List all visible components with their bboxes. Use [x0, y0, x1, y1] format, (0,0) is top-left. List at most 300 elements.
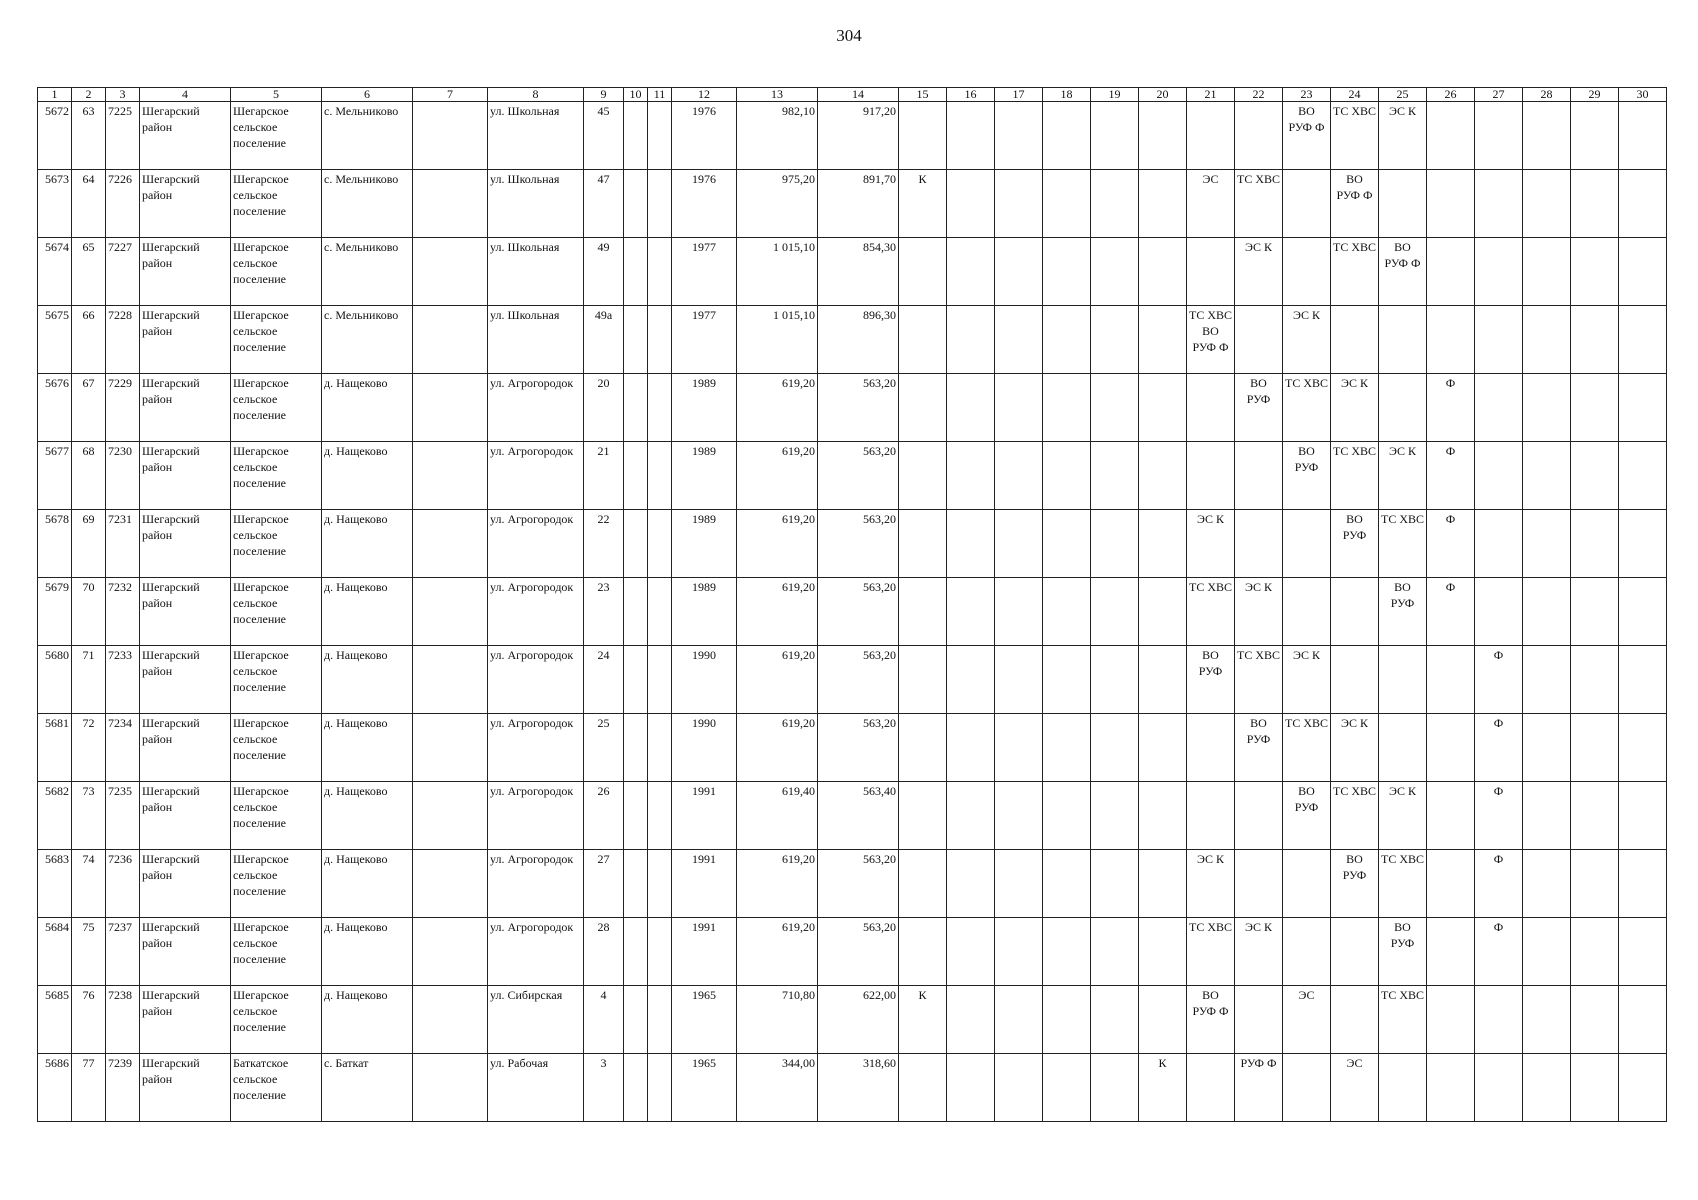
table-row: [38, 510, 1667, 578]
cell-col-12: 1965: [672, 986, 737, 1054]
cell-col-16: [947, 782, 995, 850]
header-row: [38, 88, 1667, 102]
cell-col-6: д. Нащеково: [322, 578, 413, 646]
cell-col-29: [1571, 986, 1619, 1054]
cell-col-10: [624, 782, 648, 850]
cell-col-26: Ф: [1427, 510, 1475, 578]
cell-col-26: [1427, 782, 1475, 850]
cell-col-7: [413, 374, 488, 442]
cell-col-28: [1523, 782, 1571, 850]
cell-col-5: Шегарское сельское поселение: [231, 170, 322, 238]
cell-col-29: [1571, 238, 1619, 306]
cell-col-17: [995, 986, 1043, 1054]
cell-col-5: Шегарское сельское поселение: [231, 646, 322, 714]
cell-col-19: [1091, 170, 1139, 238]
cell-col-9: 25: [584, 714, 624, 782]
cell-col-2: 74: [72, 850, 106, 918]
cell-col-4: Шегарский район: [140, 1054, 231, 1122]
cell-col-8: ул. Агрогородок: [488, 714, 584, 782]
cell-col-28: [1523, 306, 1571, 374]
cell-col-8: ул. Агрогородок: [488, 850, 584, 918]
cell-col-11: [648, 102, 672, 170]
table-row: [38, 850, 1667, 918]
cell-col-17: [995, 850, 1043, 918]
cell-col-23: [1283, 578, 1331, 646]
cell-col-16: [947, 374, 995, 442]
cell-col-11: [648, 850, 672, 918]
cell-col-13: 1 015,10: [737, 238, 818, 306]
cell-col-1: 5676: [38, 374, 72, 442]
cell-col-18: [1043, 918, 1091, 986]
cell-col-20: [1139, 102, 1187, 170]
cell-col-23: [1283, 170, 1331, 238]
cell-col-23: ЭС К: [1283, 646, 1331, 714]
cell-col-16: [947, 510, 995, 578]
cell-col-29: [1571, 442, 1619, 510]
cell-col-29: [1571, 714, 1619, 782]
cell-col-6: с. Мельниково: [322, 306, 413, 374]
cell-col-24: [1331, 578, 1379, 646]
column-header-21: 21: [1187, 88, 1235, 102]
cell-col-3: 7239: [106, 1054, 140, 1122]
table-row: [38, 782, 1667, 850]
cell-col-9: 23: [584, 578, 624, 646]
cell-col-25: ТС ХВС: [1379, 510, 1427, 578]
cell-col-3: 7235: [106, 782, 140, 850]
cell-col-14: 891,70: [818, 170, 899, 238]
cell-col-10: [624, 374, 648, 442]
cell-col-20: [1139, 782, 1187, 850]
cell-col-2: 70: [72, 578, 106, 646]
cell-col-30: [1619, 238, 1667, 306]
cell-col-5: Шегарское сельское поселение: [231, 238, 322, 306]
cell-col-13: 619,20: [737, 646, 818, 714]
cell-col-15: [899, 510, 947, 578]
cell-col-30: [1619, 102, 1667, 170]
cell-col-10: [624, 170, 648, 238]
cell-col-11: [648, 782, 672, 850]
cell-col-5: Шегарское сельское поселение: [231, 374, 322, 442]
cell-col-16: [947, 986, 995, 1054]
column-header-22: 22: [1235, 88, 1283, 102]
cell-col-11: [648, 170, 672, 238]
cell-col-3: 7236: [106, 850, 140, 918]
cell-col-10: [624, 306, 648, 374]
cell-col-13: 1 015,10: [737, 306, 818, 374]
cell-col-18: [1043, 374, 1091, 442]
cell-col-19: [1091, 986, 1139, 1054]
cell-col-28: [1523, 442, 1571, 510]
cell-col-22: РУФ Ф: [1235, 1054, 1283, 1122]
cell-col-17: [995, 170, 1043, 238]
cell-col-4: Шегарский район: [140, 510, 231, 578]
cell-col-21: ВО РУФ Ф: [1187, 986, 1235, 1054]
cell-col-16: [947, 714, 995, 782]
cell-col-21: [1187, 782, 1235, 850]
cell-col-13: 975,20: [737, 170, 818, 238]
column-header-25: 25: [1379, 88, 1427, 102]
cell-col-28: [1523, 918, 1571, 986]
cell-col-5: Шегарское сельское поселение: [231, 986, 322, 1054]
cell-col-19: [1091, 578, 1139, 646]
cell-col-27: [1475, 510, 1523, 578]
cell-col-24: ТС ХВС: [1331, 782, 1379, 850]
cell-col-21: ВО РУФ: [1187, 646, 1235, 714]
cell-col-4: Шегарский район: [140, 714, 231, 782]
cell-col-19: [1091, 782, 1139, 850]
cell-col-6: д. Нащеково: [322, 782, 413, 850]
cell-col-3: 7226: [106, 170, 140, 238]
table-row: [38, 1054, 1667, 1122]
cell-col-5: Шегарское сельское поселение: [231, 782, 322, 850]
cell-col-29: [1571, 646, 1619, 714]
cell-col-8: ул. Рабочая: [488, 1054, 584, 1122]
column-header-9: 9: [584, 88, 624, 102]
cell-col-15: [899, 238, 947, 306]
cell-col-1: 5679: [38, 578, 72, 646]
cell-col-4: Шегарский район: [140, 782, 231, 850]
cell-col-12: 1990: [672, 646, 737, 714]
cell-col-21: ТС ХВС: [1187, 578, 1235, 646]
column-header-13: 13: [737, 88, 818, 102]
cell-col-21: ЭС К: [1187, 850, 1235, 918]
cell-col-20: [1139, 578, 1187, 646]
cell-col-8: ул. Школьная: [488, 170, 584, 238]
cell-col-11: [648, 306, 672, 374]
cell-col-27: [1475, 986, 1523, 1054]
cell-col-2: 63: [72, 102, 106, 170]
cell-col-21: [1187, 1054, 1235, 1122]
cell-col-15: [899, 306, 947, 374]
cell-col-26: [1427, 102, 1475, 170]
cell-col-16: [947, 1054, 995, 1122]
cell-col-14: 563,20: [818, 578, 899, 646]
cell-col-1: 5684: [38, 918, 72, 986]
cell-col-11: [648, 714, 672, 782]
cell-col-15: [899, 646, 947, 714]
cell-col-27: [1475, 306, 1523, 374]
cell-col-30: [1619, 782, 1667, 850]
cell-col-3: 7234: [106, 714, 140, 782]
cell-col-25: ТС ХВС: [1379, 850, 1427, 918]
cell-col-17: [995, 306, 1043, 374]
cell-col-10: [624, 646, 648, 714]
cell-col-8: ул. Агрогородок: [488, 578, 584, 646]
cell-col-20: [1139, 918, 1187, 986]
cell-col-8: ул. Школьная: [488, 306, 584, 374]
cell-col-28: [1523, 170, 1571, 238]
cell-col-8: ул. Агрогородок: [488, 646, 584, 714]
cell-col-21: [1187, 442, 1235, 510]
cell-col-19: [1091, 1054, 1139, 1122]
column-header-16: 16: [947, 88, 995, 102]
column-header-2: 2: [72, 88, 106, 102]
cell-col-30: [1619, 510, 1667, 578]
cell-col-10: [624, 238, 648, 306]
cell-col-15: [899, 102, 947, 170]
cell-col-22: ЭС К: [1235, 918, 1283, 986]
cell-col-12: 1990: [672, 714, 737, 782]
cell-col-18: [1043, 1054, 1091, 1122]
cell-col-13: 619,20: [737, 510, 818, 578]
cell-col-18: [1043, 510, 1091, 578]
cell-col-20: [1139, 374, 1187, 442]
cell-col-22: ВО РУФ: [1235, 374, 1283, 442]
cell-col-22: ВО РУФ: [1235, 714, 1283, 782]
column-header-20: 20: [1139, 88, 1187, 102]
cell-col-6: д. Нащеково: [322, 986, 413, 1054]
table-row: [38, 442, 1667, 510]
cell-col-20: [1139, 510, 1187, 578]
cell-col-12: 1989: [672, 442, 737, 510]
cell-col-27: Ф: [1475, 850, 1523, 918]
cell-col-10: [624, 986, 648, 1054]
cell-col-12: 1976: [672, 102, 737, 170]
cell-col-8: ул. Агрогородок: [488, 918, 584, 986]
cell-col-11: [648, 1054, 672, 1122]
cell-col-20: [1139, 714, 1187, 782]
cell-col-3: 7225: [106, 102, 140, 170]
cell-col-19: [1091, 442, 1139, 510]
cell-col-4: Шегарский район: [140, 850, 231, 918]
cell-col-27: [1475, 442, 1523, 510]
cell-col-8: ул. Агрогородок: [488, 510, 584, 578]
cell-col-23: ЭС: [1283, 986, 1331, 1054]
cell-col-24: [1331, 306, 1379, 374]
cell-col-24: ТС ХВС: [1331, 442, 1379, 510]
cell-col-20: [1139, 238, 1187, 306]
cell-col-11: [648, 646, 672, 714]
cell-col-4: Шегарский район: [140, 306, 231, 374]
cell-col-29: [1571, 850, 1619, 918]
cell-col-28: [1523, 238, 1571, 306]
cell-col-7: [413, 918, 488, 986]
cell-col-17: [995, 1054, 1043, 1122]
cell-col-25: [1379, 1054, 1427, 1122]
cell-col-14: 563,20: [818, 850, 899, 918]
cell-col-8: ул. Школьная: [488, 238, 584, 306]
cell-col-1: 5681: [38, 714, 72, 782]
cell-col-10: [624, 850, 648, 918]
cell-col-2: 64: [72, 170, 106, 238]
cell-col-1: 5682: [38, 782, 72, 850]
cell-col-20: [1139, 850, 1187, 918]
cell-col-27: [1475, 170, 1523, 238]
cell-col-17: [995, 782, 1043, 850]
cell-col-23: [1283, 850, 1331, 918]
table-row: [38, 918, 1667, 986]
column-header-8: 8: [488, 88, 584, 102]
cell-col-15: К: [899, 986, 947, 1054]
cell-col-8: ул. Сибирская: [488, 986, 584, 1054]
cell-col-25: ЭС К: [1379, 782, 1427, 850]
cell-col-23: ВО РУФ Ф: [1283, 102, 1331, 170]
cell-col-30: [1619, 850, 1667, 918]
cell-col-9: 49а: [584, 306, 624, 374]
cell-col-24: ТС ХВС: [1331, 238, 1379, 306]
cell-col-16: [947, 170, 995, 238]
table-row: [38, 374, 1667, 442]
cell-col-4: Шегарский район: [140, 238, 231, 306]
cell-col-13: 619,20: [737, 442, 818, 510]
cell-col-15: [899, 374, 947, 442]
cell-col-25: [1379, 170, 1427, 238]
cell-col-21: ЭС: [1187, 170, 1235, 238]
cell-col-26: [1427, 850, 1475, 918]
cell-col-25: [1379, 646, 1427, 714]
cell-col-2: 68: [72, 442, 106, 510]
cell-col-1: 5678: [38, 510, 72, 578]
cell-col-6: д. Нащеково: [322, 374, 413, 442]
cell-col-5: Шегарское сельское поселение: [231, 306, 322, 374]
cell-col-1: 5680: [38, 646, 72, 714]
cell-col-3: 7227: [106, 238, 140, 306]
cell-col-30: [1619, 306, 1667, 374]
cell-col-22: [1235, 306, 1283, 374]
cell-col-9: 27: [584, 850, 624, 918]
cell-col-6: д. Нащеково: [322, 850, 413, 918]
cell-col-1: 5675: [38, 306, 72, 374]
cell-col-24: ЭС К: [1331, 714, 1379, 782]
cell-col-4: Шегарский район: [140, 986, 231, 1054]
cell-col-28: [1523, 986, 1571, 1054]
cell-col-15: [899, 1054, 947, 1122]
cell-col-3: 7230: [106, 442, 140, 510]
cell-col-18: [1043, 102, 1091, 170]
cell-col-23: ВО РУФ: [1283, 782, 1331, 850]
column-number-header: [38, 88, 1667, 102]
cell-col-4: Шегарский район: [140, 442, 231, 510]
cell-col-13: 619,20: [737, 850, 818, 918]
cell-col-10: [624, 1054, 648, 1122]
cell-col-23: ТС ХВС: [1283, 714, 1331, 782]
cell-col-10: [624, 510, 648, 578]
cell-col-7: [413, 238, 488, 306]
cell-col-25: ЭС К: [1379, 102, 1427, 170]
cell-col-14: 917,20: [818, 102, 899, 170]
cell-col-9: 21: [584, 442, 624, 510]
cell-col-8: ул. Школьная: [488, 102, 584, 170]
cell-col-17: [995, 646, 1043, 714]
cell-col-11: [648, 986, 672, 1054]
cell-col-13: 619,20: [737, 714, 818, 782]
cell-col-19: [1091, 714, 1139, 782]
cell-col-19: [1091, 510, 1139, 578]
cell-col-28: [1523, 102, 1571, 170]
cell-col-30: [1619, 170, 1667, 238]
cell-col-3: 7228: [106, 306, 140, 374]
cell-col-3: 7238: [106, 986, 140, 1054]
cell-col-21: [1187, 714, 1235, 782]
cell-col-16: [947, 238, 995, 306]
cell-col-8: ул. Агрогородок: [488, 782, 584, 850]
cell-col-29: [1571, 1054, 1619, 1122]
cell-col-7: [413, 442, 488, 510]
cell-col-29: [1571, 170, 1619, 238]
cell-col-17: [995, 374, 1043, 442]
cell-col-19: [1091, 850, 1139, 918]
cell-col-2: 77: [72, 1054, 106, 1122]
cell-col-15: [899, 782, 947, 850]
cell-col-17: [995, 510, 1043, 578]
cell-col-24: ВО РУФ Ф: [1331, 170, 1379, 238]
cell-col-23: [1283, 510, 1331, 578]
cell-col-3: 7229: [106, 374, 140, 442]
cell-col-27: [1475, 374, 1523, 442]
cell-col-22: [1235, 102, 1283, 170]
cell-col-13: 982,10: [737, 102, 818, 170]
cell-col-26: [1427, 170, 1475, 238]
cell-col-23: [1283, 1054, 1331, 1122]
cell-col-26: Ф: [1427, 578, 1475, 646]
cell-col-1: 5686: [38, 1054, 72, 1122]
cell-col-10: [624, 714, 648, 782]
cell-col-19: [1091, 306, 1139, 374]
cell-col-9: 20: [584, 374, 624, 442]
cell-col-9: 26: [584, 782, 624, 850]
table-row: [38, 170, 1667, 238]
cell-col-26: [1427, 306, 1475, 374]
cell-col-30: [1619, 918, 1667, 986]
cell-col-18: [1043, 238, 1091, 306]
cell-col-6: с. Мельниково: [322, 170, 413, 238]
cell-col-29: [1571, 782, 1619, 850]
column-header-18: 18: [1043, 88, 1091, 102]
cell-col-27: [1475, 1054, 1523, 1122]
cell-col-11: [648, 374, 672, 442]
cell-col-28: [1523, 646, 1571, 714]
cell-col-11: [648, 918, 672, 986]
cell-col-22: [1235, 510, 1283, 578]
cell-col-22: ТС ХВС: [1235, 646, 1283, 714]
cell-col-29: [1571, 918, 1619, 986]
cell-col-28: [1523, 714, 1571, 782]
cell-col-14: 622,00: [818, 986, 899, 1054]
cell-col-14: 563,20: [818, 714, 899, 782]
cell-col-9: 3: [584, 1054, 624, 1122]
cell-col-2: 69: [72, 510, 106, 578]
cell-col-13: 619,40: [737, 782, 818, 850]
cell-col-6: д. Нащеково: [322, 510, 413, 578]
table-row: [38, 646, 1667, 714]
cell-col-14: 563,20: [818, 374, 899, 442]
cell-col-6: д. Нащеково: [322, 714, 413, 782]
cell-col-18: [1043, 782, 1091, 850]
cell-col-27: Ф: [1475, 782, 1523, 850]
cell-col-27: Ф: [1475, 918, 1523, 986]
cell-col-19: [1091, 238, 1139, 306]
cell-col-26: Ф: [1427, 374, 1475, 442]
cell-col-19: [1091, 646, 1139, 714]
cell-col-3: 7231: [106, 510, 140, 578]
cell-col-17: [995, 714, 1043, 782]
cell-col-18: [1043, 714, 1091, 782]
column-header-3: 3: [106, 88, 140, 102]
column-header-7: 7: [413, 88, 488, 102]
cell-col-11: [648, 578, 672, 646]
cell-col-4: Шегарский район: [140, 918, 231, 986]
cell-col-24: [1331, 646, 1379, 714]
column-header-4: 4: [140, 88, 231, 102]
cell-col-19: [1091, 918, 1139, 986]
cell-col-4: Шегарский район: [140, 170, 231, 238]
cell-col-7: [413, 986, 488, 1054]
cell-col-1: 5685: [38, 986, 72, 1054]
cell-col-30: [1619, 986, 1667, 1054]
cell-col-30: [1619, 374, 1667, 442]
cell-col-12: 1991: [672, 850, 737, 918]
cell-col-18: [1043, 170, 1091, 238]
